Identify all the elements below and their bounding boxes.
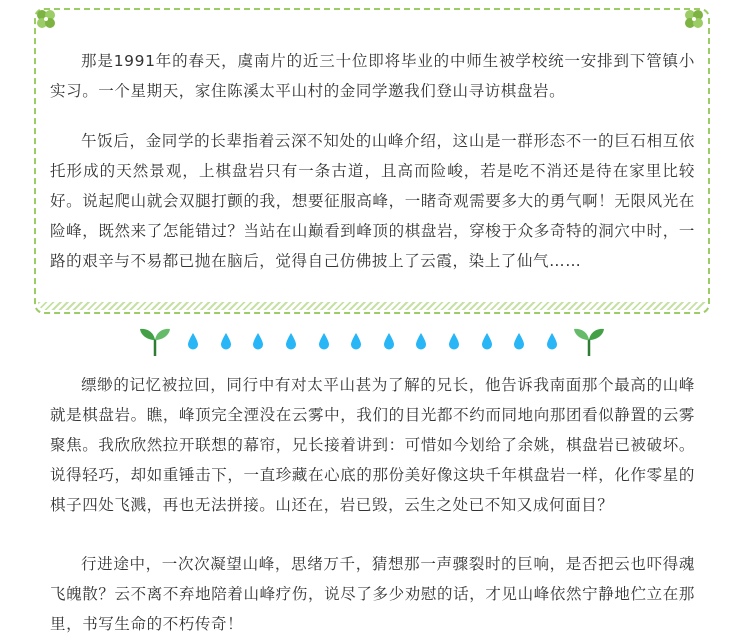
water-drop-icon (252, 332, 264, 350)
water-drop-icon (220, 332, 232, 350)
card-bottom-stripe (38, 302, 706, 310)
water-drop-icon (546, 332, 558, 350)
body-paragraph-1: 缥缈的记忆被拉回，同行中有对太平山甚为了解的兄长，他告诉我南面那个最高的山峰就是棋盘岩。瞧，峰顶完全湮没在云雾中，我们的目光都不约而同地向那团看似静置的云雾聚焦。我欣欣然拉开联想的幕帘，兄长接着讲到：可惜如今划给了余姚，棋盘岩已被破坏。说得轻巧，却如重锤击下，一直珍藏在心底的那份美好像这块千年棋盘岩一样，化作零星的棋子四处飞溅，再也无法拼接。山还在，岩已毁，云生之处已不知又成何面目？ (50, 376, 695, 514)
section-divider (0, 324, 733, 360)
clover-icon (33, 6, 59, 32)
water-drop-icon (318, 332, 330, 350)
water-drop-icon (513, 332, 525, 350)
body-paragraph-2: 行进途中，一次次凝望山峰，思绪万千，猜想那一声骤裂时的巨响，是否把云也吓得魂飞魄散？云不离不弃地陪着山峰疗伤，说尽了多少劝慰的话，才见山峰依然宁静地伫立在那里，书写生命的不朽传奇！ (50, 555, 695, 633)
water-drop-icon (415, 332, 427, 350)
intro-paragraph-1: 那是1991年的春天，虞南片的近三十位即将毕业的中师生被学校统一安排到下管镇小实习。一个星期天，家住陈溪太平山村的金同学邀我们登山寻访棋盘岩。 (50, 52, 695, 100)
water-drop-icon (448, 332, 460, 350)
sprout-icon (138, 324, 172, 358)
water-drop-icon (383, 332, 395, 350)
intro-paragraph-2: 午饭后，金同学的长辈指着云深不知处的山峰介绍，这山是一群形态不一的巨石相互依托形成的天然景观，上棋盘岩只有一条古道，且高而险峻，若是吃不消还是待在家里比较好。说起爬山就会双腿打颤的我，想要征服高峰，一睹奇观需要多大的勇气啊！无限风光在险峰，既然来了怎能错过？当站在山巅看到峰顶的棋盘岩，穿梭于众多奇特的洞穴中时，一路的艰辛与不易都已抛在脑后，觉得自己仿佛披上了云霞，染上了仙气…… (50, 132, 695, 270)
water-drop-icon (187, 332, 199, 350)
clover-icon (681, 6, 707, 32)
sprout-icon (572, 324, 606, 358)
water-drop-icon (481, 332, 493, 350)
water-drop-icon (285, 332, 297, 350)
water-drop-icon (350, 332, 362, 350)
